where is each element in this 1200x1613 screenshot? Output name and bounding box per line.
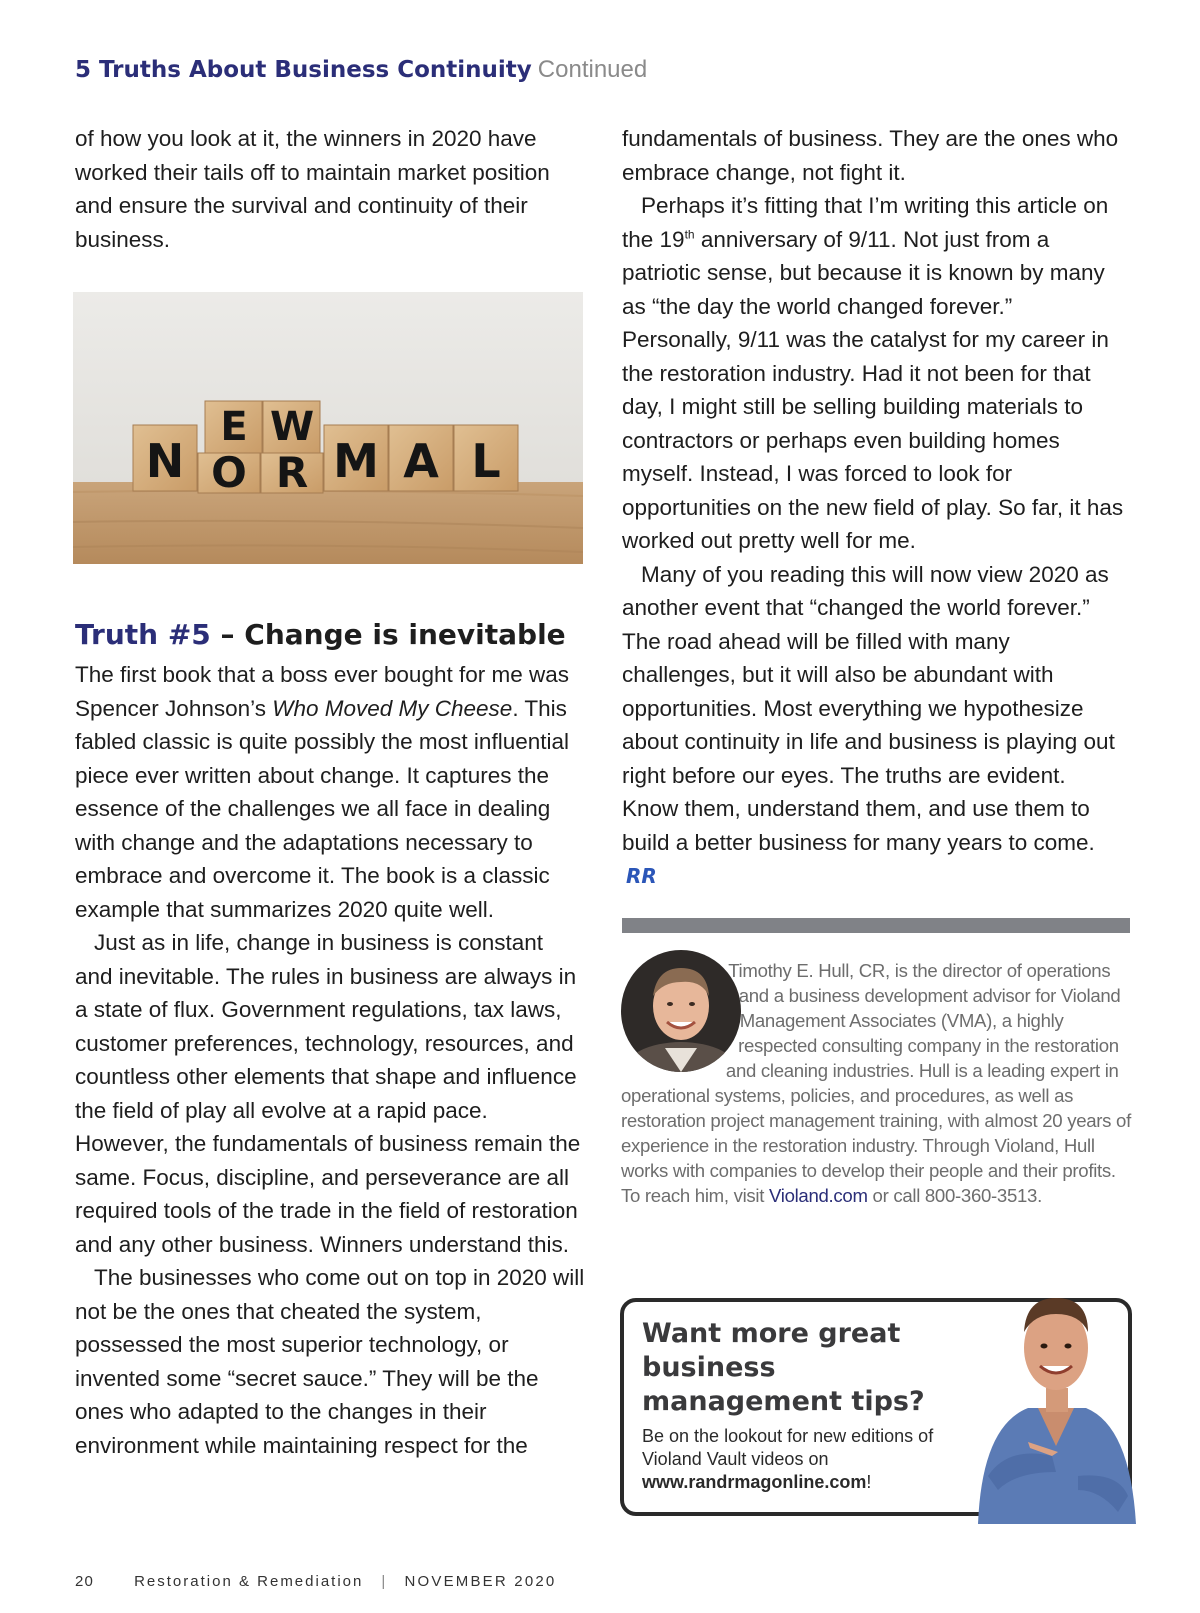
block-letter-m: M <box>333 434 379 488</box>
rr-logo-text: RR <box>626 864 657 886</box>
bio-float-spacer <box>621 958 743 1080</box>
pointing-man-image <box>968 1276 1143 1524</box>
block-letter-r: R <box>275 448 309 497</box>
p2-b: anniversary of 9/11. Not just from a patriotic sense, but because it is known by many as “the day the world changed forever.” Personally, 9/11 was the catalyst for my career in the restoration industry. Had it not been for that day, I might still be selling building materials to contractors or perhaps even building homes myself. Instead, I was forced to look for opportunities on the new field of play. So far, it has worked out pretty well for me. <box>622 226 1124 553</box>
bio-text-b: or call 800-360-3513. <box>867 1185 1042 1206</box>
promo-title: Want more great business management tips? <box>642 1318 925 1417</box>
promo-body-b: ! <box>866 1472 872 1492</box>
promo-body <box>642 1425 962 1494</box>
left-column-body <box>75 658 585 1462</box>
page-number: 20 <box>75 1573 95 1590</box>
right-paragraph-1: fundamentals of business. They are the ones who embrace change, not fight it. <box>622 126 1119 185</box>
p2-sup: th <box>684 227 695 241</box>
left-column-top <box>75 122 575 256</box>
p3-text: Many of you reading this will now view 2020 as another event that “changed the world forever.” The road ahead will be filled with many challenges, but it will also be abundant with opportunities. Most everything we hypothesize about continuity in life and business is playing out right before our eyes. The truths are evident. Know them, understand them, and use them to build a better business for many years to come. <box>622 561 1115 855</box>
right-column <box>622 122 1127 893</box>
article-title: 5 Truths About Business Continuity <box>75 57 532 83</box>
author-bio <box>621 958 1133 1208</box>
block-letter-a: A <box>403 434 439 488</box>
truth-number: Truth #5 <box>75 618 211 651</box>
block-letter-e: E <box>220 404 248 450</box>
rr-logo-icon <box>626 864 660 886</box>
publication-name: Restoration & Remediation <box>134 1573 364 1590</box>
block-letter-o: O <box>211 448 247 497</box>
bio-text-a: Timothy E. Hull, CR, is the director of operations and a business development advisor for Violand Management Associates (VMA), a highly respected consulting company in the restoration and cleaning industries. Hull is a leading expert in operational systems, policies, and procedures, as well as restoration project management training, with almost 20 years of experience in the restoration industry. Through Violand, Hull works with companies to develop their people and their profits. To reach him, visit <box>621 960 1131 1206</box>
page-footer <box>75 1573 556 1590</box>
truth-title: – Change is inevitable <box>210 618 566 651</box>
new-normal-photo <box>73 292 583 564</box>
truth-5-heading <box>75 618 566 651</box>
pointing-man-icon <box>968 1276 1143 1524</box>
block-letter-l: L <box>471 434 501 488</box>
p1-start: The first book that a boss ever bought for me was Spencer Johnson’s <box>75 662 570 721</box>
book-title: Who Moved My Cheese <box>272 695 513 721</box>
truth5-paragraph-2: Just as in life, change in business is constant and inevitable. The rules in business are always in a state of flux. Government regulations, tax laws, customer preferences, technology, resources, and countless other elements that shape and influence the field of play all evolve at a rapid pace. However, the fundamentals of business remain the same. Focus, discipline, and perseverance are all required tools of the trade in the field of restoration and any other business. Winners understand this. <box>75 930 581 1257</box>
blocks-illustration <box>73 292 583 564</box>
block-letter-w: W <box>269 404 315 450</box>
bio-divider <box>622 918 1130 933</box>
promo-body-a: Be on the lookout for new editions of Violand Vault videos on <box>642 1426 934 1469</box>
promo-url-link[interactable]: www.randrmagonline.com <box>642 1472 867 1492</box>
issue-date: NOVEMBER 2020 <box>404 1573 557 1590</box>
p1-end: . This fabled classic is quite possibly the most influential piece ever written about change. It captures the essence of the challenges we all face in dealing with change and the adaptations necessary to embrace and overcome it. The book is a classic example that summarizes 2020 quite well. <box>75 695 570 922</box>
truth5-paragraph-3: The businesses who come out on top in 2020 will not be the ones that cheated the system, possessed the most superior technology, or invented some “secret sauce.” They will be the ones who adapted to the changes in their environment while maintaining respect for the <box>75 1265 585 1458</box>
top-row-blocks <box>205 401 320 453</box>
violand-link[interactable]: Violand.com <box>768 1185 868 1206</box>
continued-label: Continued <box>537 56 648 83</box>
p2-a: Perhaps it’s fitting that I’m writing this article on the 19 <box>622 193 1109 252</box>
truth5-paragraph-1 <box>75 658 585 926</box>
right-paragraph-2 <box>622 189 1127 558</box>
left-paragraph-1: of how you look at it, the winners in 2020 have worked their tails off to maintain market position and ensure the survival and continuity of their business. <box>75 126 550 252</box>
footer-separator: | <box>381 1573 387 1590</box>
block-letter-n: N <box>145 434 185 488</box>
bottom-row-blocks <box>133 425 518 497</box>
page-header <box>75 56 647 84</box>
right-paragraph-3 <box>622 558 1127 893</box>
